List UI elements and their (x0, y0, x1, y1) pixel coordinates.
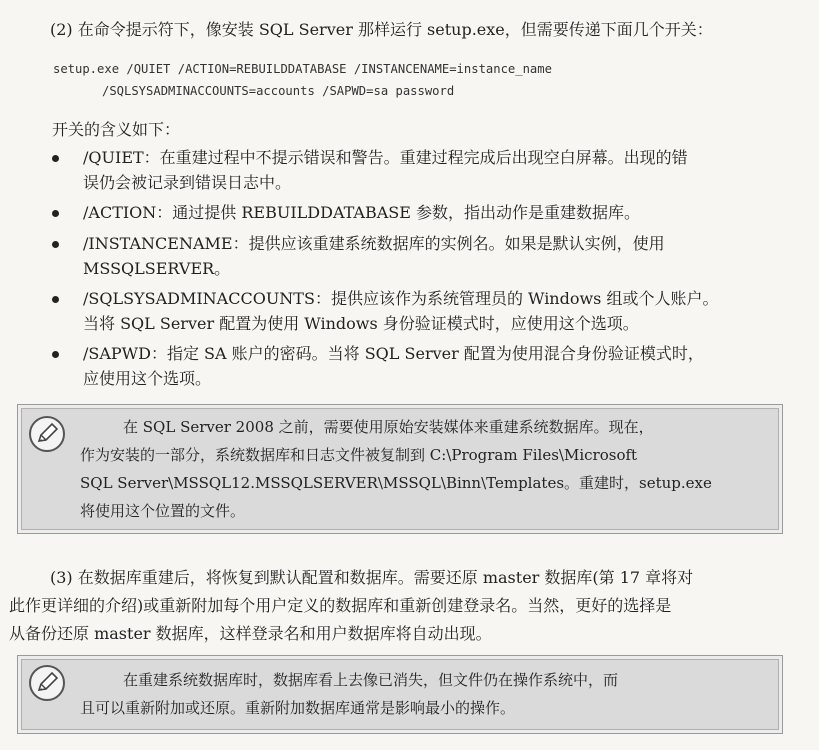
step3-line-1: (3) 在数据库重建后，将恢复到默认配置和数据库。需要还原 master 数据库(第 17 章将对 (50, 568, 694, 587)
bullet-dot (52, 351, 59, 358)
note1-line-4: 将使用这个位置的文件。 (80, 502, 246, 520)
pencil-icon (27, 663, 67, 703)
note2-line-2: 且可以重新附加或还原。重新附加数据库通常是影响最小的操作。 (80, 699, 516, 717)
list-item-line: MSSQLSERVER。 (83, 259, 231, 278)
note1-line-2: 作为安装的一部分，系统数据库和日志文件被复制到 C:\Program Files\Microsoft (80, 446, 638, 464)
bullet-dot (52, 296, 59, 303)
bullet-dot (52, 241, 59, 248)
step3-line-2: 此作更详细的介绍)或重新附加每个用户定义的数据库和重新创建登录名。当然，更好的选择是 (9, 596, 672, 615)
list-item-line: 当将 SQL Server 配置为使用 Windows 身份验证模式时，应使用这个选项。 (83, 314, 639, 333)
list-item-line: 应使用这个选项。 (83, 369, 212, 388)
code-line-1: setup.exe /QUIET /ACTION=REBUILDDATABASE /INSTANCENAME=instance_name (53, 62, 552, 76)
list-item-line: /ACTION：通过提供 REBUILDDATABASE 参数，指出动作是重建数据库。 (83, 203, 641, 222)
note1-line-3: SQL Server\MSSQL12.MSSQLSERVER\MSSQL\Binn\Templates。重建时，setup.exe (80, 474, 712, 492)
list-item-line: /SQLSYSADMINACCOUNTS：提供应该作为系统管理员的 Windows 组或个人账户。 (83, 289, 719, 308)
bullet-dot (52, 155, 59, 162)
note-box-2 (17, 655, 783, 734)
note2-line-1: 在重建系统数据库时，数据库看上去像已消失，但文件仍在操作系统中，而 (123, 671, 619, 689)
note-box-1 (17, 404, 783, 534)
code-line-2: /SQLSYSADMINACCOUNTS=accounts /SAPWD=sa password (102, 84, 455, 98)
list-item-line: /SAPWD：指定 SA 账户的密码。当将 SQL Server 配置为使用混合身份验证模式时， (83, 344, 704, 363)
list-item-line: /QUIET：在重建过程中不提示错误和警告。重建过程完成后出现空白屏幕。出现的错 (83, 148, 688, 167)
switches-heading: 开关的含义如下： (52, 120, 181, 139)
list-item-line: 误仍会被记录到错误日志中。 (83, 173, 292, 192)
step2-text: (2) 在命令提示符下，像安装 SQL Server 那样运行 setup.exe，但需要传递下面几个开关： (50, 20, 713, 39)
list-item-line: /INSTANCENAME：提供应该重建系统数据库的实例名。如果是默认实例，使用 (83, 234, 665, 253)
note1-line-1: 在 SQL Server 2008 之前，需要使用原始安装媒体来重建系统数据库。现在， (123, 418, 654, 436)
bullet-dot (52, 210, 59, 217)
step3-line-3: 从备份还原 master 数据库，这样登录名和用户数据库将自动出现。 (9, 624, 492, 643)
pencil-icon (27, 414, 67, 454)
